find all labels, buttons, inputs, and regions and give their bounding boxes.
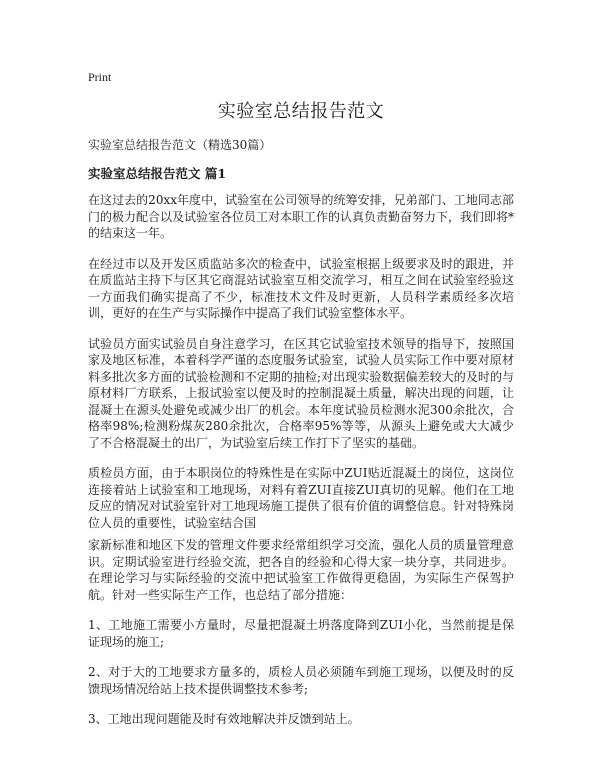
print-label: Print — [88, 70, 112, 84]
section-heading: 实验室总结报告范文 篇1 — [88, 166, 227, 181]
list-item-measure-3: 3、工地出现问题能及时有效地解决并反馈到站上。 — [88, 712, 360, 726]
paragraph-intro: 在这过去的20xx年度中，试验室在公司领导的统筹安排，兄弟部门、工地同志部门的极力配合以及试验室各位员工对本职工作的认真负责勤奋努力下，我们即将*的结束这一年。 — [88, 193, 515, 240]
document-subtitle: 实验室总结报告范文（精选30篇） — [88, 138, 272, 152]
paragraph-quality-inspector: 质检员方面，由于本职岗位的特殊性是在实际中ZUI贴近混凝土的岗位，这岗位连接着站上试验室和工地现场，对料有着ZUI直接ZUI真切的见解。他们在工地反应的情况对试验室针对工地现场施工提供了很有价值的调整信息。针对特殊岗位人员的重要性，试验室结合国 — [88, 466, 514, 530]
paragraph-tester: 试验员方面实试验员自身注意学习，在区其它试验室技术领导的指导下，按照国家及地区标准，本着科学严谨的态度服务试验室，试验人员实际工作中要对原材料多批次多方面的试验检测和不定期的抽检;对出现实验数据偏差较大的及时的与原材料厂方联系，上报试验室以便及时的控制混凝土质量，解决出现的问题，让混凝土在源头处避免或减少出厂的机会。本年度试验员检测水泥300余批次，合格率98%;检测粉煤灰280余批次，合格率95%等等，从源头上避免或大大减少了不合格混凝土的出厂，为试验室后续工作打下了坚实的基础。 — [88, 336, 514, 450]
paragraph-inspection: 在经过市以及开发区质监站多次的检查中，试验室根据上级要求及时的跟进，并在质监站主持下与区其它商混站试验室互相交流学习，相互之间在试验室经验这一方面我们确实提高了不少，标准技术文件及时更新，人员科学素质经多次培训，更好的在生产与实际操作中提高了我们试验室整体水平。 — [88, 256, 514, 320]
list-item-measure-1: 1、工地施工需要小方量时，尽量把混凝土坍落度降到ZUI小化，当然前提是保证现场的施工; — [88, 618, 514, 649]
paragraph-management: 家新标准和地区下发的管理文件要求经常组织学习交流，强化人员的质量管理意识。定期试验室进行经验交流，把各自的经验和心得大家一块分享，共同进步。在理论学习与实际经验的交流中把试验室工作做得更稳固，为实际生产保驾护航。针对一些实际生产工作，也总结了部分措施： — [88, 538, 514, 602]
document-title: 实验室总结报告范文 — [217, 101, 385, 122]
list-item-measure-2: 2、对于大的工地要求方量多的，质检人员必须随车到施工现场，以便及时的反馈现场情况给站上技术提供调整技术参考; — [88, 665, 514, 696]
